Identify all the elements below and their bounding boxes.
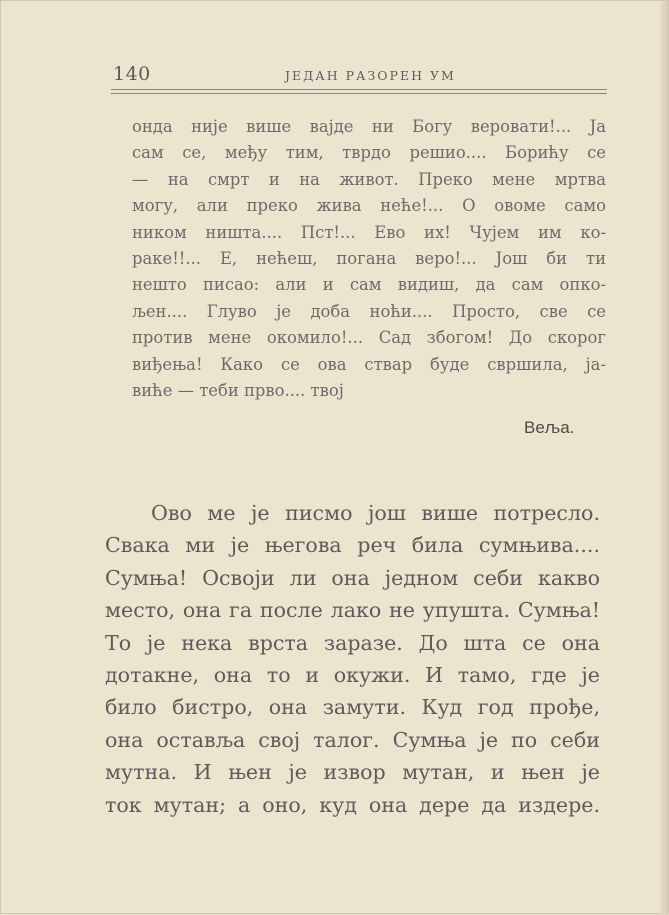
letter-line: могу, али преко жива неће!... О овоме само bbox=[132, 196, 606, 216]
letter-text bbox=[132, 114, 606, 404]
body-line: било бистро, она замути. Куд год прође, bbox=[105, 695, 600, 720]
body-line: место, она га после лако не упушта. Сумња! bbox=[105, 598, 600, 623]
letter-line: љен.... Глуво је доба ноћи.... Просто, све се bbox=[132, 301, 606, 321]
letter-line: онда није више вајде ни Богу веровати!... Ја bbox=[132, 117, 606, 136]
header-rule-top bbox=[111, 89, 607, 90]
page-header bbox=[113, 63, 607, 87]
body-line: дотакне, она то и окужи. И тамо, где је bbox=[105, 662, 600, 687]
body-line: ток мутан; а оно, куд она дере да издере. bbox=[105, 792, 600, 817]
body-line: Свака ми је његова реч била сумњива.... bbox=[105, 533, 600, 558]
letter-line: ником ништа.... Пст!... Ево их! Чујем им ко- bbox=[132, 222, 606, 242]
letter-line: виђења! Како се ова ствар буде свршила, ја- bbox=[132, 354, 606, 374]
letter-line: нешто писао: али и сам видиш, да сам опко- bbox=[132, 275, 606, 295]
letter-line: виће — теби прво.... твој bbox=[132, 380, 344, 400]
letter-line: против мене окомило!... Сад збогом! До скорог bbox=[132, 328, 606, 348]
header-rule-bottom bbox=[111, 93, 607, 94]
body-line: То је нека врста заразе. До шта се она bbox=[105, 630, 600, 655]
body-line: мутна. И њен је извор мутан, и њен је bbox=[105, 760, 600, 785]
body-line: она оставља свој талог. Сумња је по себи bbox=[105, 727, 600, 752]
letter-line: раке!!... Е, нећеш, погана веро!... Још би ти bbox=[132, 248, 606, 268]
running-head: ЈЕДАН РАЗОРЕН УМ bbox=[285, 68, 456, 83]
body-line: Сумња! Освоји ли она једном себи какво bbox=[105, 565, 600, 590]
body-line: Ово ме је писмо још више потресло. bbox=[151, 501, 600, 525]
page-number: 140 bbox=[113, 63, 151, 85]
page-edge bbox=[660, 1, 668, 915]
body-paragraph bbox=[105, 497, 600, 821]
letter-signature: Веља. bbox=[524, 418, 575, 437]
letter-line: — на смрт и на живот. Преко мене мртва bbox=[132, 169, 606, 189]
letter-line: сам се, међу тим, тврдо решио.... Борићу се bbox=[132, 143, 606, 163]
